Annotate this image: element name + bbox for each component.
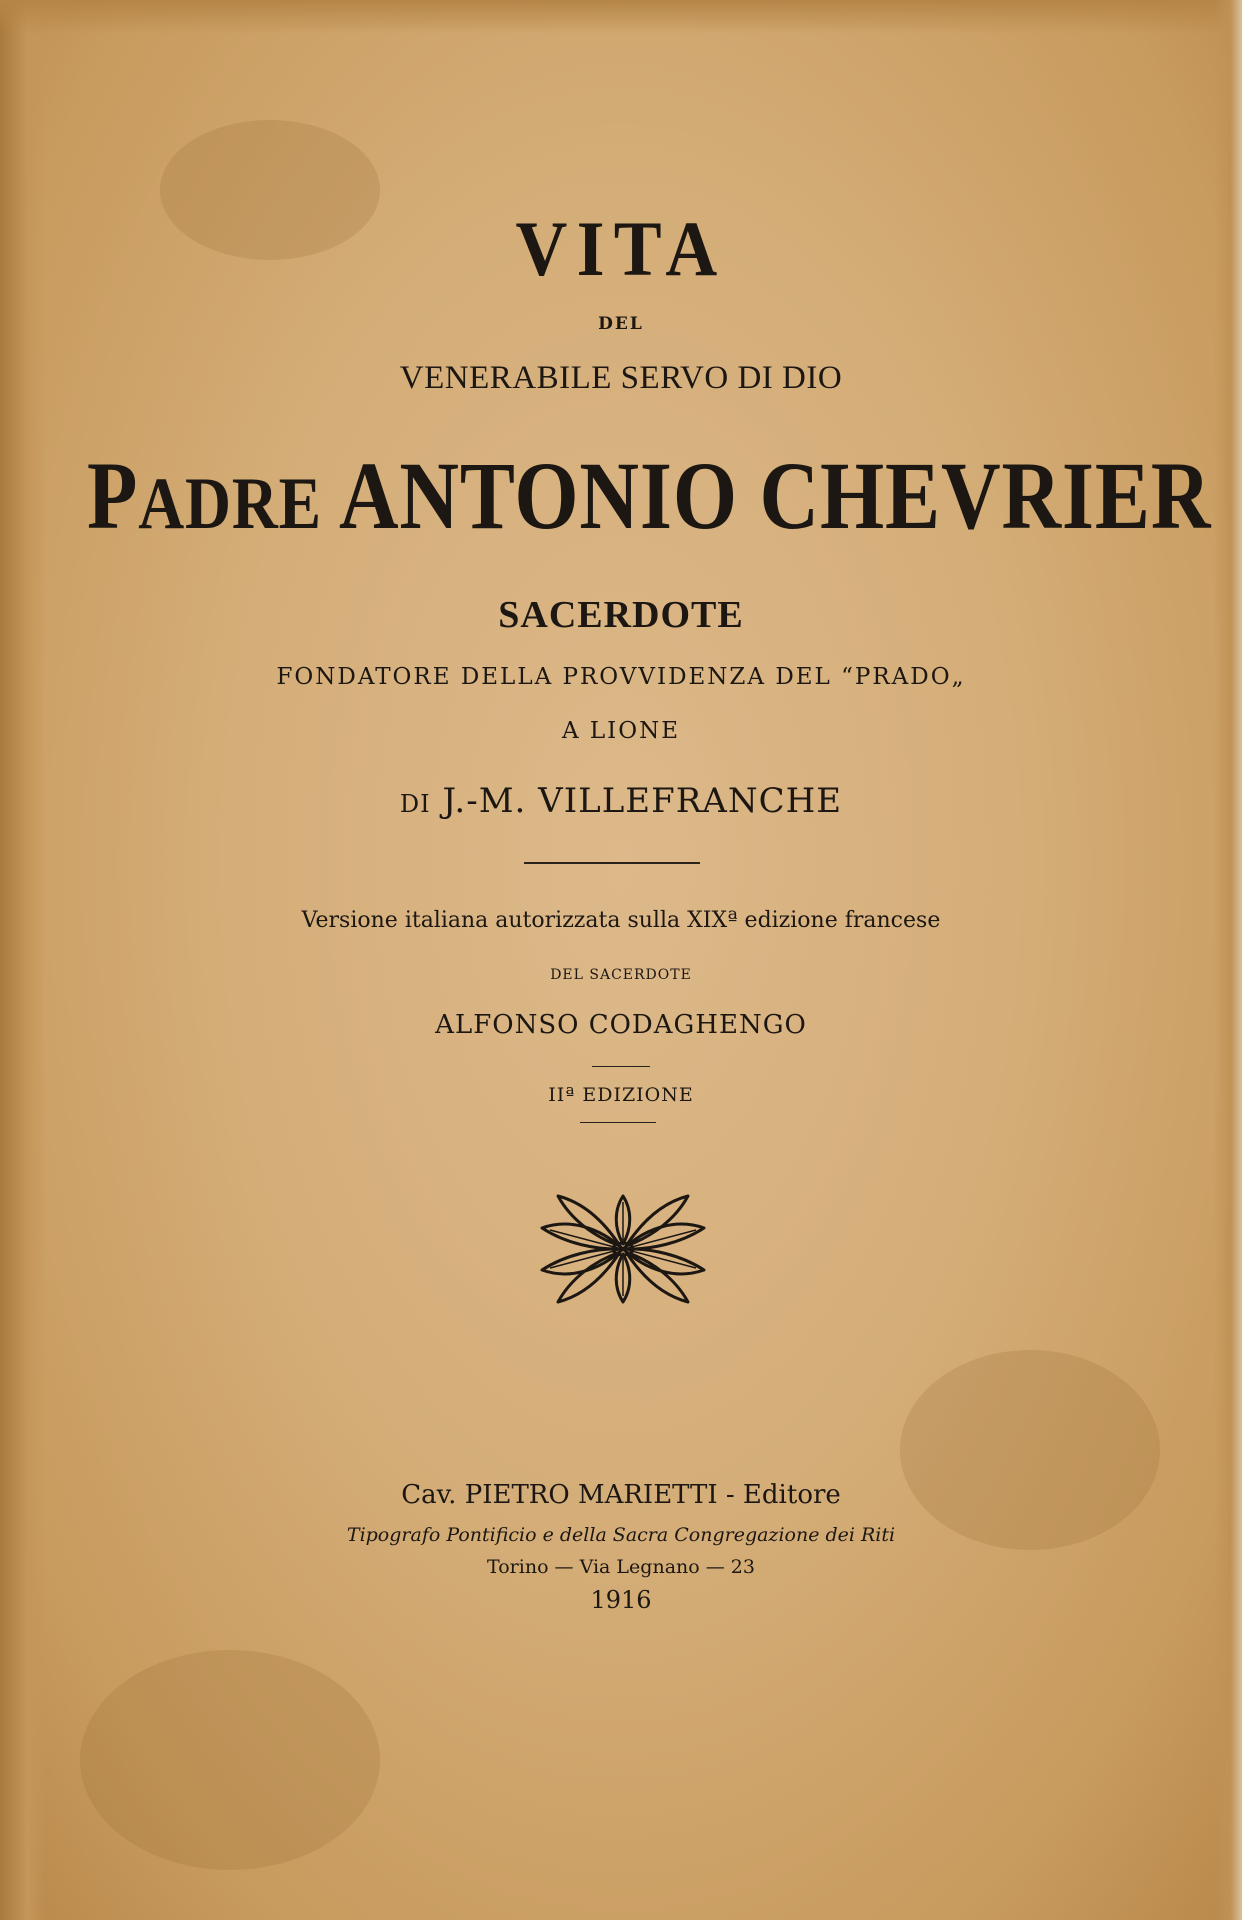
subtitle: VENERABILE SERVO DI DIO [399, 360, 843, 396]
floral-ornament-icon [530, 1188, 716, 1310]
name-main: ANTONIO CHEVRIER [338, 442, 1212, 549]
publisher-address: Torino — Via Legnano — 23 [487, 1556, 755, 1578]
book-title: VITA [515, 205, 727, 292]
founder-line: FONDATORE DELLA PROVVIDENZA DEL “PRADO„ [276, 664, 966, 690]
publication-year: 1916 [590, 1586, 652, 1614]
name-initial: P [86, 442, 139, 549]
subject-role: SACERDOTE [498, 594, 744, 636]
paper-stain [900, 1350, 1160, 1550]
translator-name: ALFONSO CODAGHENGO [435, 1010, 807, 1040]
title-connector: DEL [598, 314, 644, 334]
printer-line: Tipografo Pontificio e della Sacra Congregazione dei Riti [346, 1524, 896, 1546]
author-name: J.-M. VILLEFRANCHE [442, 781, 843, 821]
divider-rule [580, 1122, 656, 1123]
translation-note: Versione italiana autorizzata sulla XIXª edizione francese [301, 908, 941, 933]
top-worn-edge [0, 0, 1242, 34]
divider-rule [592, 1066, 650, 1067]
name-small-caps: ADRE [138, 463, 323, 545]
divider-rule [524, 862, 700, 864]
author-line [0, 781, 1242, 821]
translator-prefix: DEL SACERDOTE [550, 967, 692, 983]
paper-stain [80, 1650, 380, 1870]
place-line: A LIONE [561, 718, 681, 744]
edition-label: IIª EDIZIONE [548, 1084, 694, 1106]
left-worn-edge [0, 0, 46, 1920]
author-prefix: DI [399, 790, 431, 818]
subject-name [86, 442, 1212, 549]
publisher-name: Cav. PIETRO MARIETTI - Editore [401, 1480, 841, 1510]
right-edge [1214, 0, 1242, 1920]
